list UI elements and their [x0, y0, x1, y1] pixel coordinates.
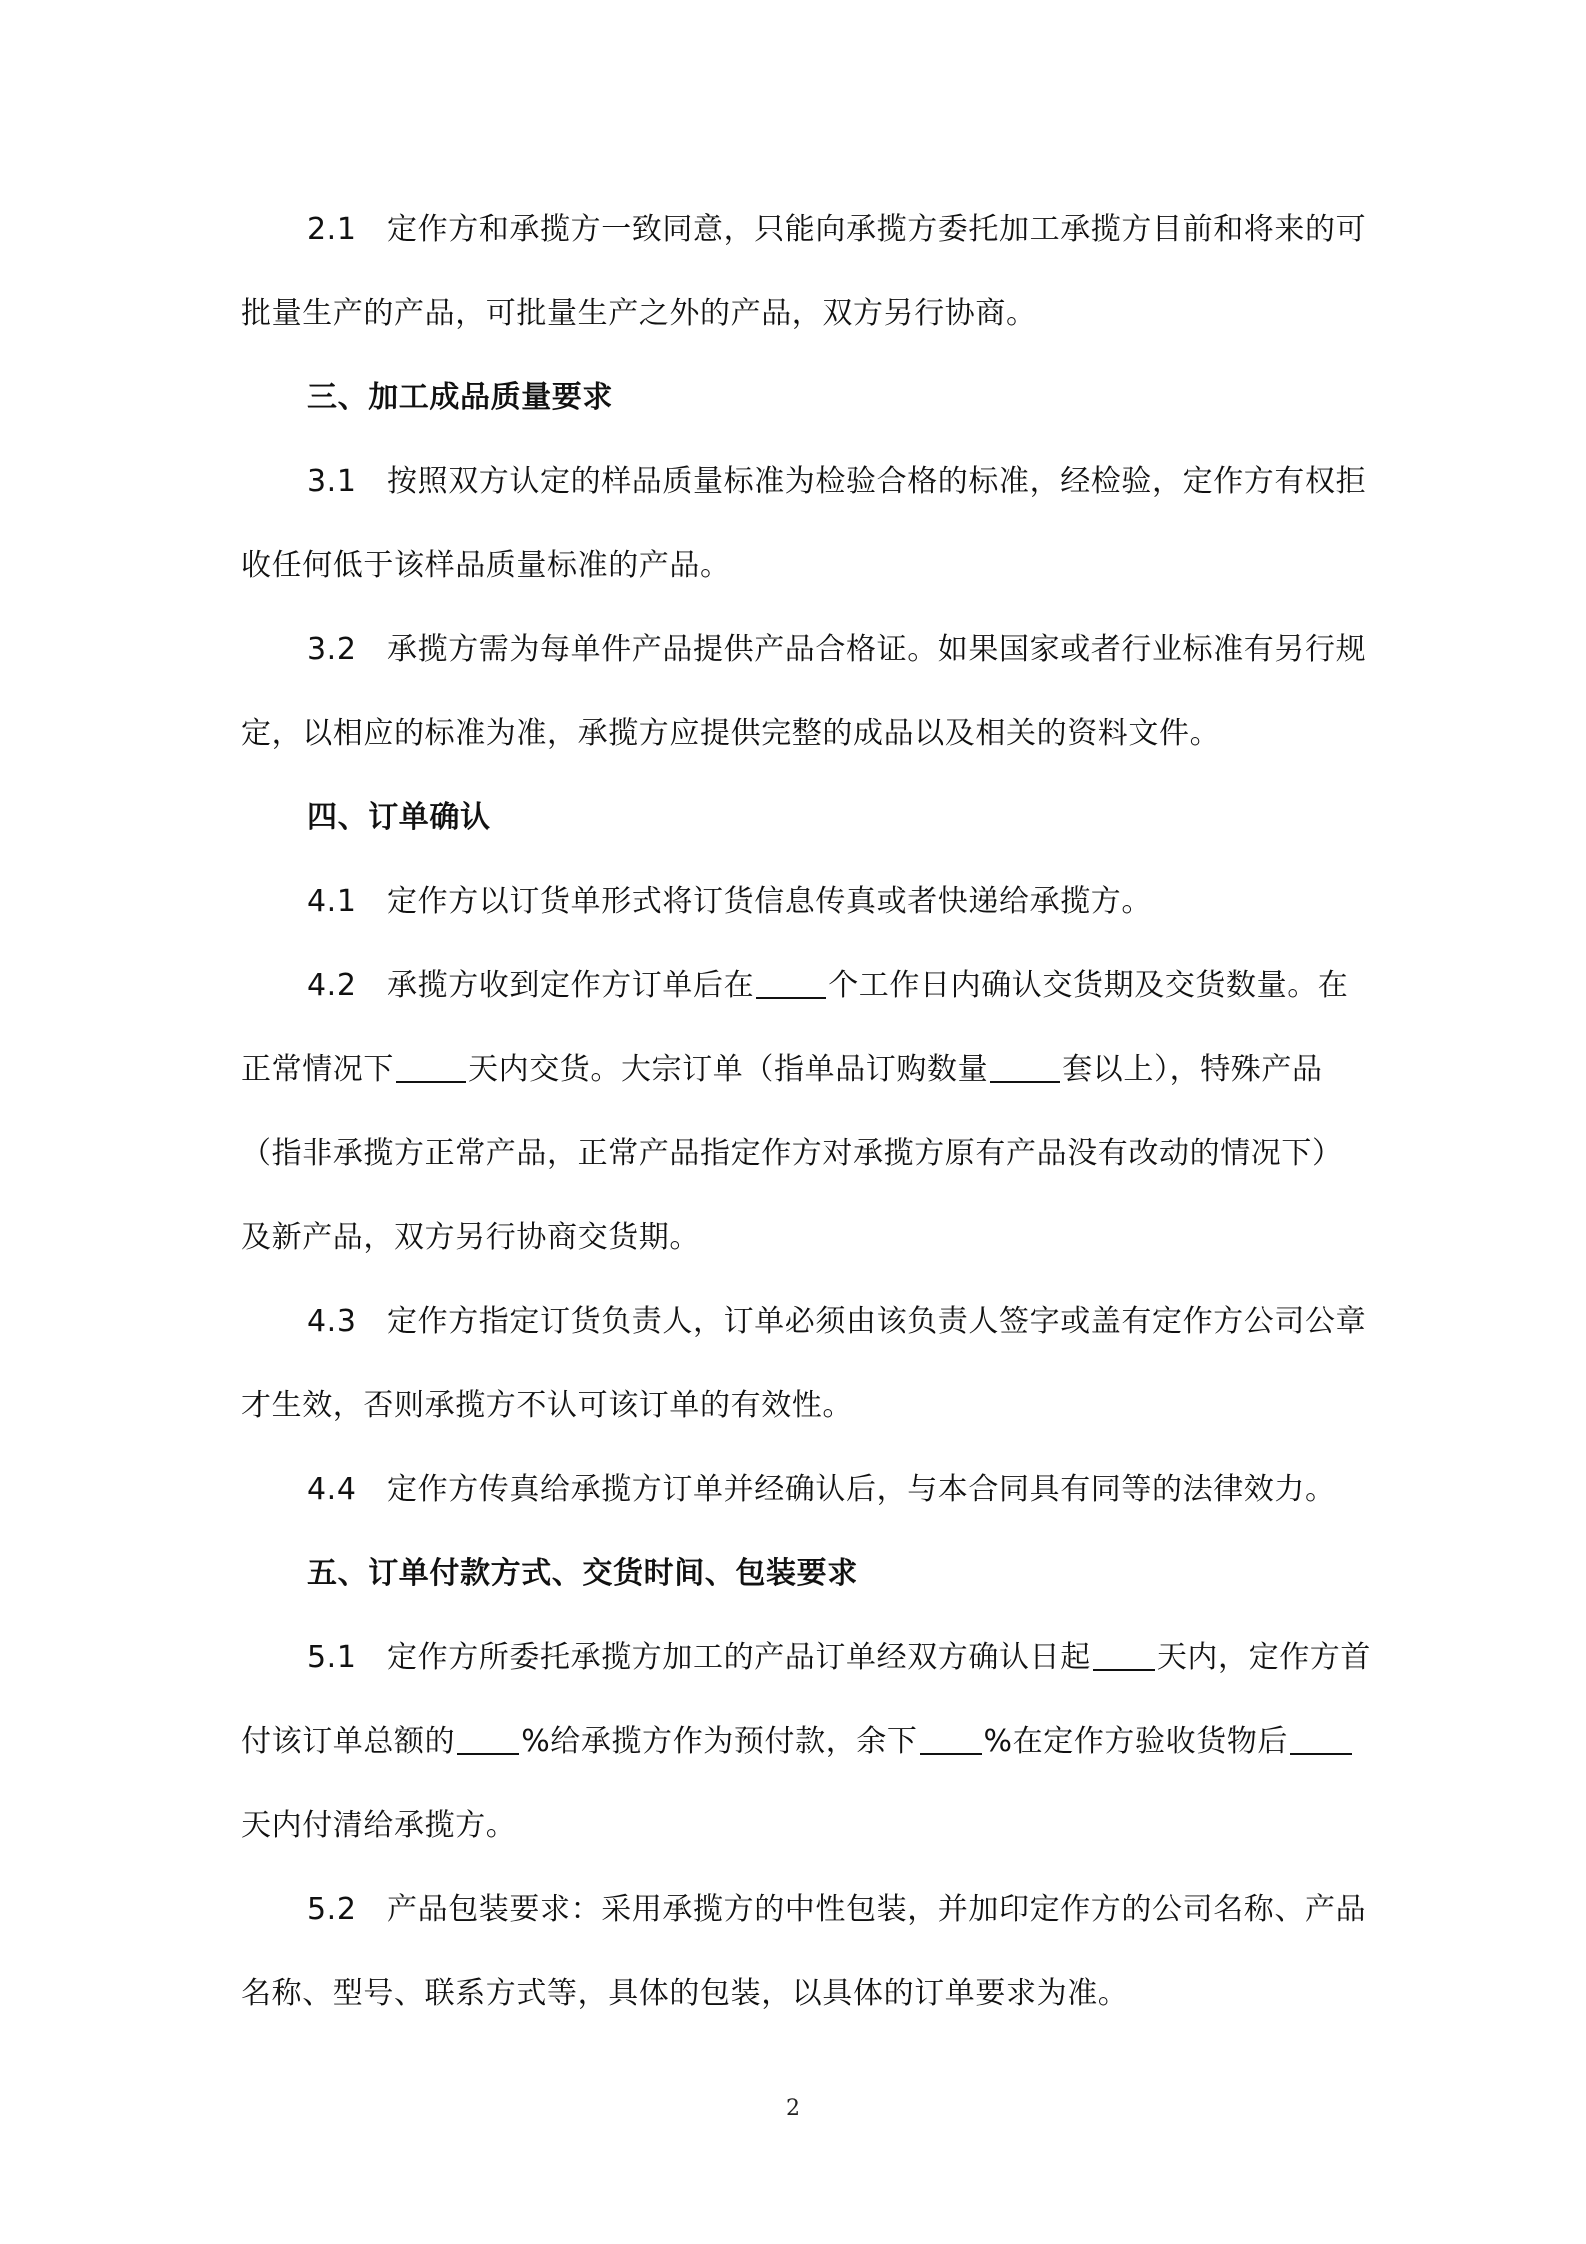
section-heading-5: 五、订单付款方式、交货时间、包装要求: [307, 1556, 858, 1591]
clause-5-2: [241, 1868, 1371, 2036]
clause-3-1: [241, 440, 1371, 608]
blank-payment-days: [1290, 1723, 1352, 1755]
clause-text: 产品包装要求：采用承揽方的中性包装，并加印定作方的公司名称、产品名称、型号、联系方式等，具体的包装，以具体的订单要求为准。: [241, 1892, 1367, 2011]
clause-number: 4.3: [307, 1304, 357, 1339]
section-heading-4: 四、订单确认: [307, 800, 491, 835]
clause-text-part: 套以上），特殊产品（指非承揽方正常产品，正常产品指定作方对承揽方原有产品没有改动的情况下）及新产品，双方另行协商交货期。: [241, 1052, 1343, 1255]
clause-4-2: [241, 944, 1371, 1280]
page-number: 2: [786, 2096, 800, 2121]
clause-text-part: 承揽方收到定作方订单后在: [387, 968, 755, 1003]
clause-2-1: [241, 188, 1371, 356]
blank-bulk-quantity: [990, 1051, 1060, 1083]
clause-text-part: %在定作方验收货物后: [983, 1724, 1289, 1759]
clause-text: 按照双方认定的样品质量标准为检验合格的标准，经检验，定作方有权拒收任何低于该样品质量标准的产品。: [241, 464, 1367, 583]
clause-number: 4.4: [307, 1472, 357, 1507]
clause-text-part: 天内交货。大宗订单（指单品订购数量: [468, 1052, 989, 1087]
clause-4-1: [241, 860, 1371, 944]
clause-text: 定作方和承揽方一致同意，只能向承揽方委托加工承揽方目前和将来的可批量生产的产品，可批量生产之外的产品，双方另行协商。: [241, 212, 1367, 331]
clause-number: 3.2: [307, 632, 357, 667]
clause-text-part: 个工作日内确认交货期及交货数量。在正常情况下: [241, 968, 1349, 1087]
blank-workdays: [756, 967, 826, 999]
clause-text-part: %给承揽方作为预付款，余下: [521, 1724, 918, 1759]
clause-4-3: [241, 1280, 1371, 1448]
blank-delivery-days: [396, 1051, 466, 1083]
clause-text: 定作方指定订货负责人，订单必须由该负责人签字或盖有定作方公司公章才生效，否则承揽方不认可该订单的有效性。: [241, 1304, 1367, 1423]
clause-text: 定作方传真给承揽方订单并经确认后，与本合同具有同等的法律效力。: [387, 1472, 1336, 1507]
clause-text-part: 天内付清给承揽方。: [241, 1808, 517, 1843]
clause-number: 3.1: [307, 464, 357, 499]
clause-text-part: 定作方所委托承揽方加工的产品订单经双方确认日起: [387, 1640, 1091, 1675]
clause-number: 4.1: [307, 884, 357, 919]
clause-text: 承揽方需为每单件产品提供产品合格证。如果国家或者行业标准有另行规定，以相应的标准为准，承揽方应提供完整的成品以及相关的资料文件。: [241, 632, 1367, 751]
clause-number: 4.2: [307, 968, 357, 1003]
clause-3-2: [241, 608, 1371, 776]
clause-5-1: [241, 1616, 1371, 1868]
blank-prepay-percent: [457, 1723, 519, 1755]
section-heading-3: 三、加工成品质量要求: [307, 380, 613, 415]
clause-text: 定作方以订货单形式将订货信息传真或者快递给承揽方。: [387, 884, 1152, 919]
clause-4-4: [241, 1448, 1371, 1532]
clause-number: 5.1: [307, 1640, 357, 1675]
clause-number: 5.2: [307, 1892, 357, 1927]
clause-number: 2.1: [307, 212, 357, 247]
blank-confirm-days: [1093, 1639, 1155, 1671]
clause-text-part: 天内，定作方首付该订单总额的: [241, 1640, 1372, 1759]
blank-balance-percent: [920, 1723, 982, 1755]
